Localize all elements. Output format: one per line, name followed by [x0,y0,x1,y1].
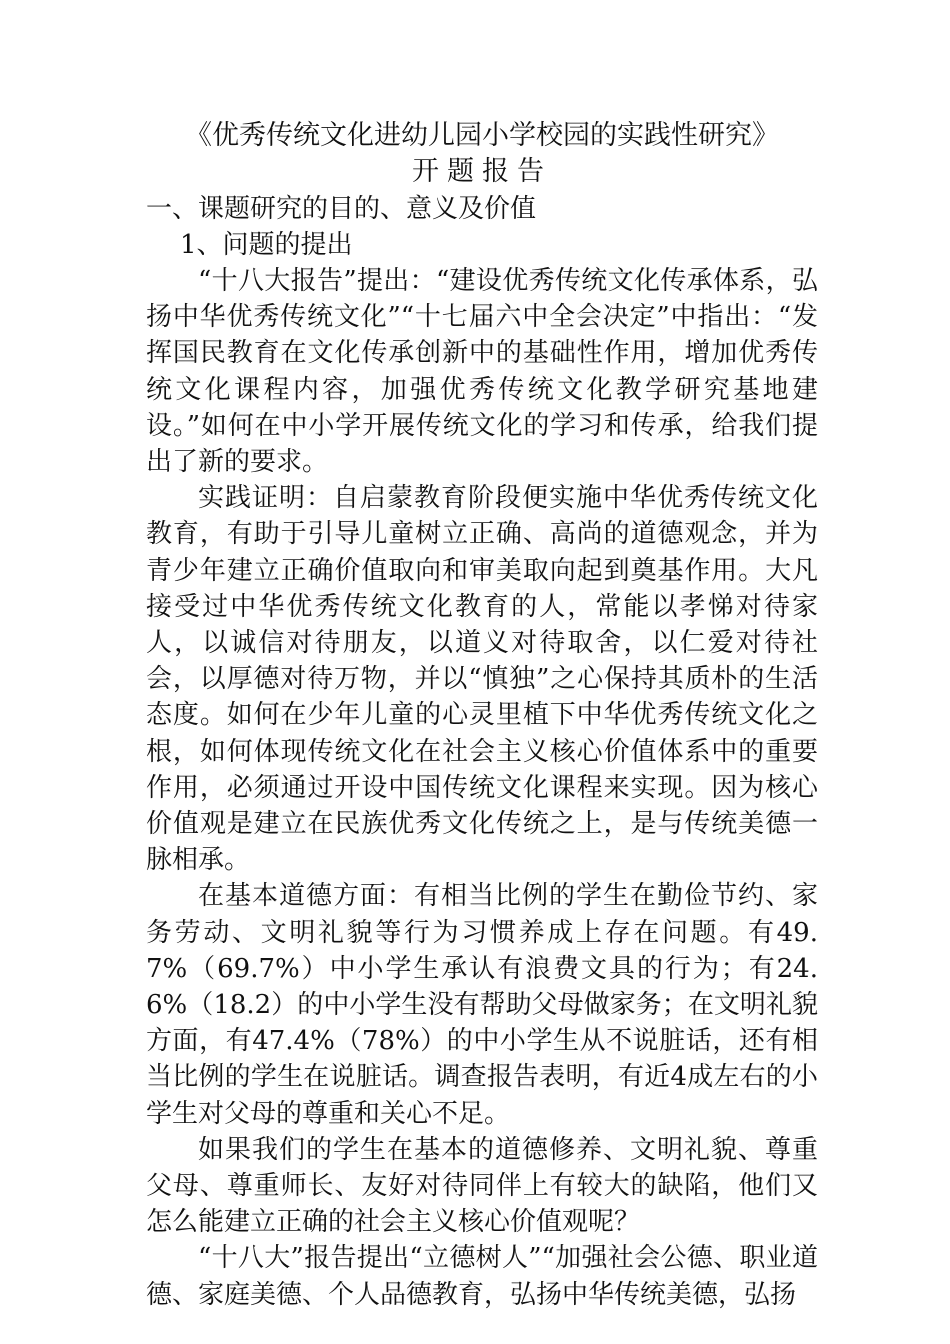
document-page [146,118,818,1313]
document-subtitle: 开题报告 [412,156,552,187]
paragraph-5: “十八大”报告提出“立德树人”“加强社会公德、职业道德、家庭美德、个人品德教育，弘扬中华传统美德，弘扬 [146,1243,818,1310]
subsection-heading: 1、问题的提出 [180,230,353,260]
paragraph-2: 实践证明：自启蒙教育阶段便实施中华优秀传统文化教育，有助于引导儿童树立正确、高尚的道德观念，并为青少年建立正确价值取向和审美取向起到奠基作用。大凡接受过中华优秀传统文化教育的人，常能以孝悌对待家人，以诚信对待朋友，以道义对待取舍，以仁爱对待社会，以厚德对待万物，并以“慎独”之心保持其质朴的生活态度。如何在少年儿童的心灵里植下中华优秀传统文化之根，如何体现传统文化在社会主义核心价值体系中的重要作用，必须通过开设中国传统文化课程来实现。因为核心价值观是建立在民族优秀文化传统之上，是与传统美德一脉相承。 [146,483,818,876]
paragraph-1: “十八大报告”提出：“建设优秀传统文化传承体系，弘扬中华优秀传统文化”“十七届六中全会决定”中指出：“发挥国民教育在文化传承创新中的基础性作用，增加优秀传统文化课程内容，加强优秀传统文化教学研究基地建设。”如何在中小学开展传统文化的学习和传承，给我们提出了新的要求。 [146,266,818,478]
paragraph-3: 在基本道德方面：有相当比例的学生在勤俭节约、家务劳动、文明礼貌等行为习惯养成上存在问题。有49.7%（69.7%）中小学生承认有浪费文具的行为；有24.6%（18.2）的中小学生没有帮助父母做家务；在文明礼貌方面，有47.4%（78%）的中小学生从不说脏话，还有相当比例的学生在说脏话。调查报告表明，有近4成左右的小学生对父母的尊重和关心不足。 [146,881,818,1129]
document-title: 《优秀传统文化进幼儿园小学校园的实践性研究》 [185,120,779,151]
section-heading: 一、课题研究的目的、意义及价值 [146,194,537,224]
paragraph-4: 如果我们的学生在基本的道德修养、文明礼貌、尊重父母、尊重师长、友好对待同伴上有较大的缺陷，他们又怎么能建立正确的社会主义核心价值观呢？ [146,1134,818,1238]
